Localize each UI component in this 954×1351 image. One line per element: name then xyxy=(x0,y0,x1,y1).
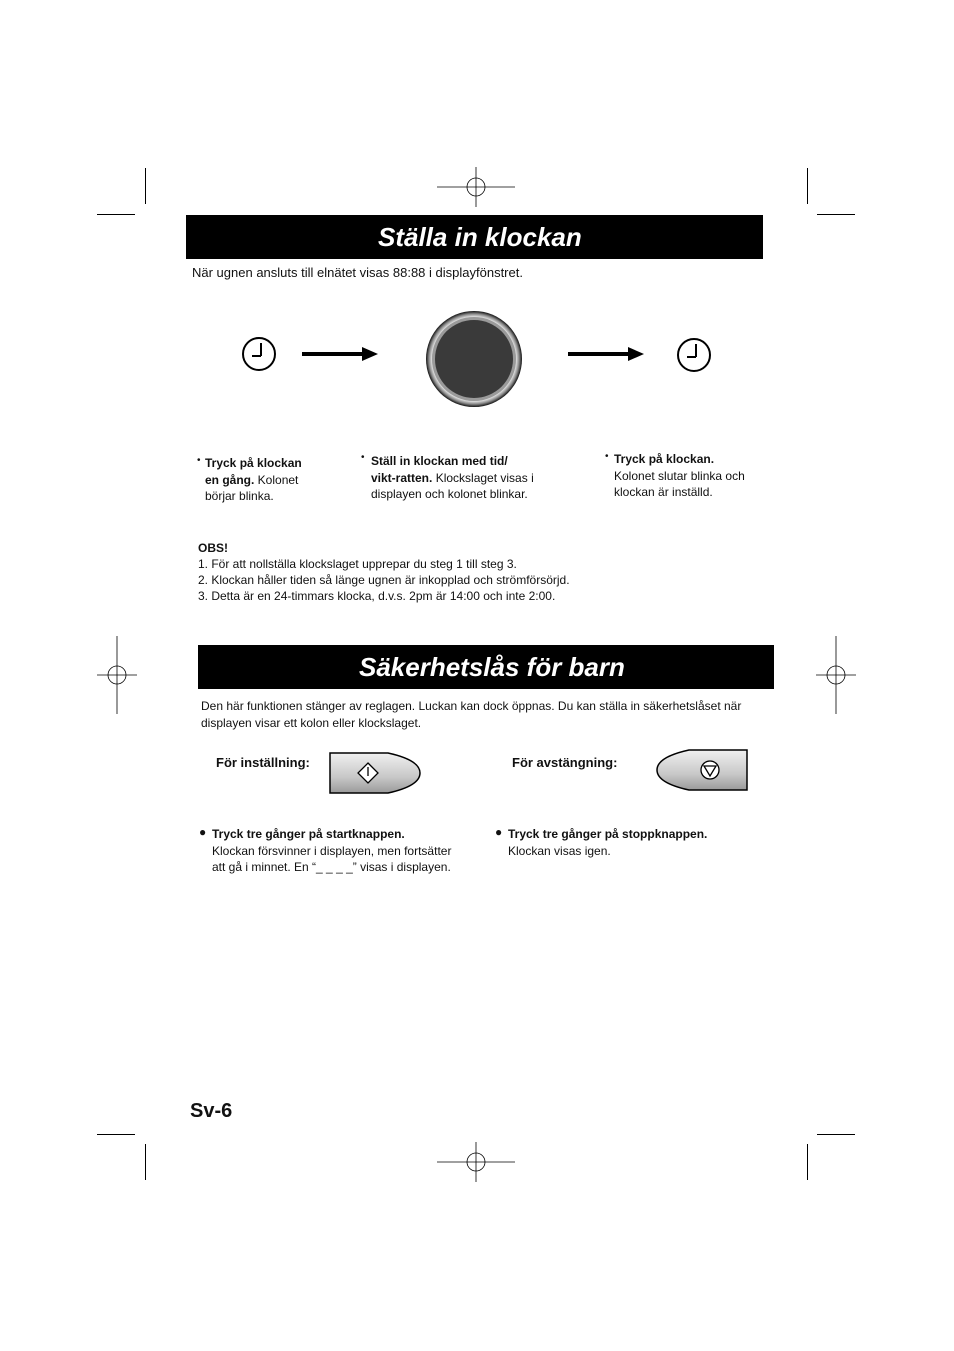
section-title-clock xyxy=(186,215,763,259)
bullet-icon: • xyxy=(197,455,201,466)
child-lock-intro xyxy=(201,698,781,731)
obs-title: OBS! xyxy=(198,541,228,555)
section-title-text: Säkerhetslås för barn xyxy=(359,651,625,682)
registration-mark xyxy=(97,636,137,714)
crop-mark xyxy=(817,1134,855,1135)
set-step-text-2: att gå i minnet. En “_ _ _ _” visas i displayen. xyxy=(212,860,451,874)
crop-mark xyxy=(145,1144,146,1180)
step-3-text-2: klockan är inställd. xyxy=(614,485,713,499)
step-2-bold-2: vikt-ratten. xyxy=(371,470,433,485)
start-button-icon xyxy=(328,752,422,794)
step-2-text: Klockslaget visas i xyxy=(432,470,534,485)
set-step-bold: Tryck tre gånger på startknappen. xyxy=(212,827,405,841)
crop-mark xyxy=(97,214,135,215)
crop-mark xyxy=(97,1134,135,1135)
bullet-icon: • xyxy=(605,451,609,462)
clock-icon xyxy=(241,336,277,372)
crop-mark xyxy=(807,1144,808,1180)
intro-line: Den här funktionen stänger av reglagen. Luckan kan dock öppnas. Du kan ställa in säkerhetslåset när xyxy=(201,699,742,713)
step-2 xyxy=(371,453,581,503)
off-step xyxy=(508,826,768,859)
off-step-bold: Tryck tre gånger på stoppknappen. xyxy=(508,827,708,841)
bullet-icon: ● xyxy=(199,825,207,839)
step-2-bold: Ställ in klockan med tid/ xyxy=(371,454,508,468)
obs-item: 1. För att nollställa klockslaget upprepar du steg 1 till steg 3. xyxy=(198,557,517,571)
stop-button-icon xyxy=(655,749,749,791)
bullet-icon: ● xyxy=(495,825,503,839)
step-1-bold-2: en gång. xyxy=(205,472,255,487)
page-number: Sv-6 xyxy=(190,1100,233,1122)
obs-item: 3. Detta är en 24-timmars klocka, d.v.s. 2pm är 14:00 och inte 2:00. xyxy=(198,589,556,603)
step-3-bold: Tryck på klockan. xyxy=(614,452,715,466)
step-2-text-2: displayen och kolonet blinkar. xyxy=(371,487,528,501)
clock-icon xyxy=(676,337,712,373)
step-1-bold: Tryck på klockan xyxy=(205,456,302,470)
bullet-icon: • xyxy=(361,452,365,463)
step-3-text: Kolonet slutar blinka och xyxy=(614,468,745,483)
set-step-text: Klockan försvinner i displayen, men fortsätter xyxy=(212,843,452,858)
arrow-right-icon xyxy=(568,346,646,362)
off-label: För avstängning: xyxy=(512,755,618,770)
step-3 xyxy=(614,451,794,501)
obs-notes xyxy=(198,540,798,604)
set-step xyxy=(212,826,492,876)
step-1-text: Kolonet xyxy=(254,472,299,487)
registration-mark xyxy=(437,1142,515,1182)
crop-mark xyxy=(145,168,146,204)
arrow-right-icon xyxy=(302,346,380,362)
intro-text: När ugnen ansluts till elnätet visas 88:88 i displayfönstret. xyxy=(192,265,523,280)
section-title-child-lock xyxy=(198,645,774,689)
registration-mark xyxy=(816,636,856,714)
set-label: För inställning: xyxy=(216,755,310,770)
crop-mark xyxy=(807,168,808,204)
step-1-text-2: börjar blinka. xyxy=(205,489,274,503)
registration-mark xyxy=(437,167,515,207)
dial-knob-icon xyxy=(425,310,523,408)
crop-mark xyxy=(817,214,855,215)
section-title-text: Ställa in klockan xyxy=(378,221,582,252)
obs-item: 2. Klockan håller tiden så länge ugnen är inkopplad och strömförsörjd. xyxy=(198,573,570,587)
step-1 xyxy=(205,455,345,505)
intro-line: displayen visar ett kolon eller klockslaget. xyxy=(201,715,422,730)
off-step-text: Klockan visas igen. xyxy=(508,843,611,858)
